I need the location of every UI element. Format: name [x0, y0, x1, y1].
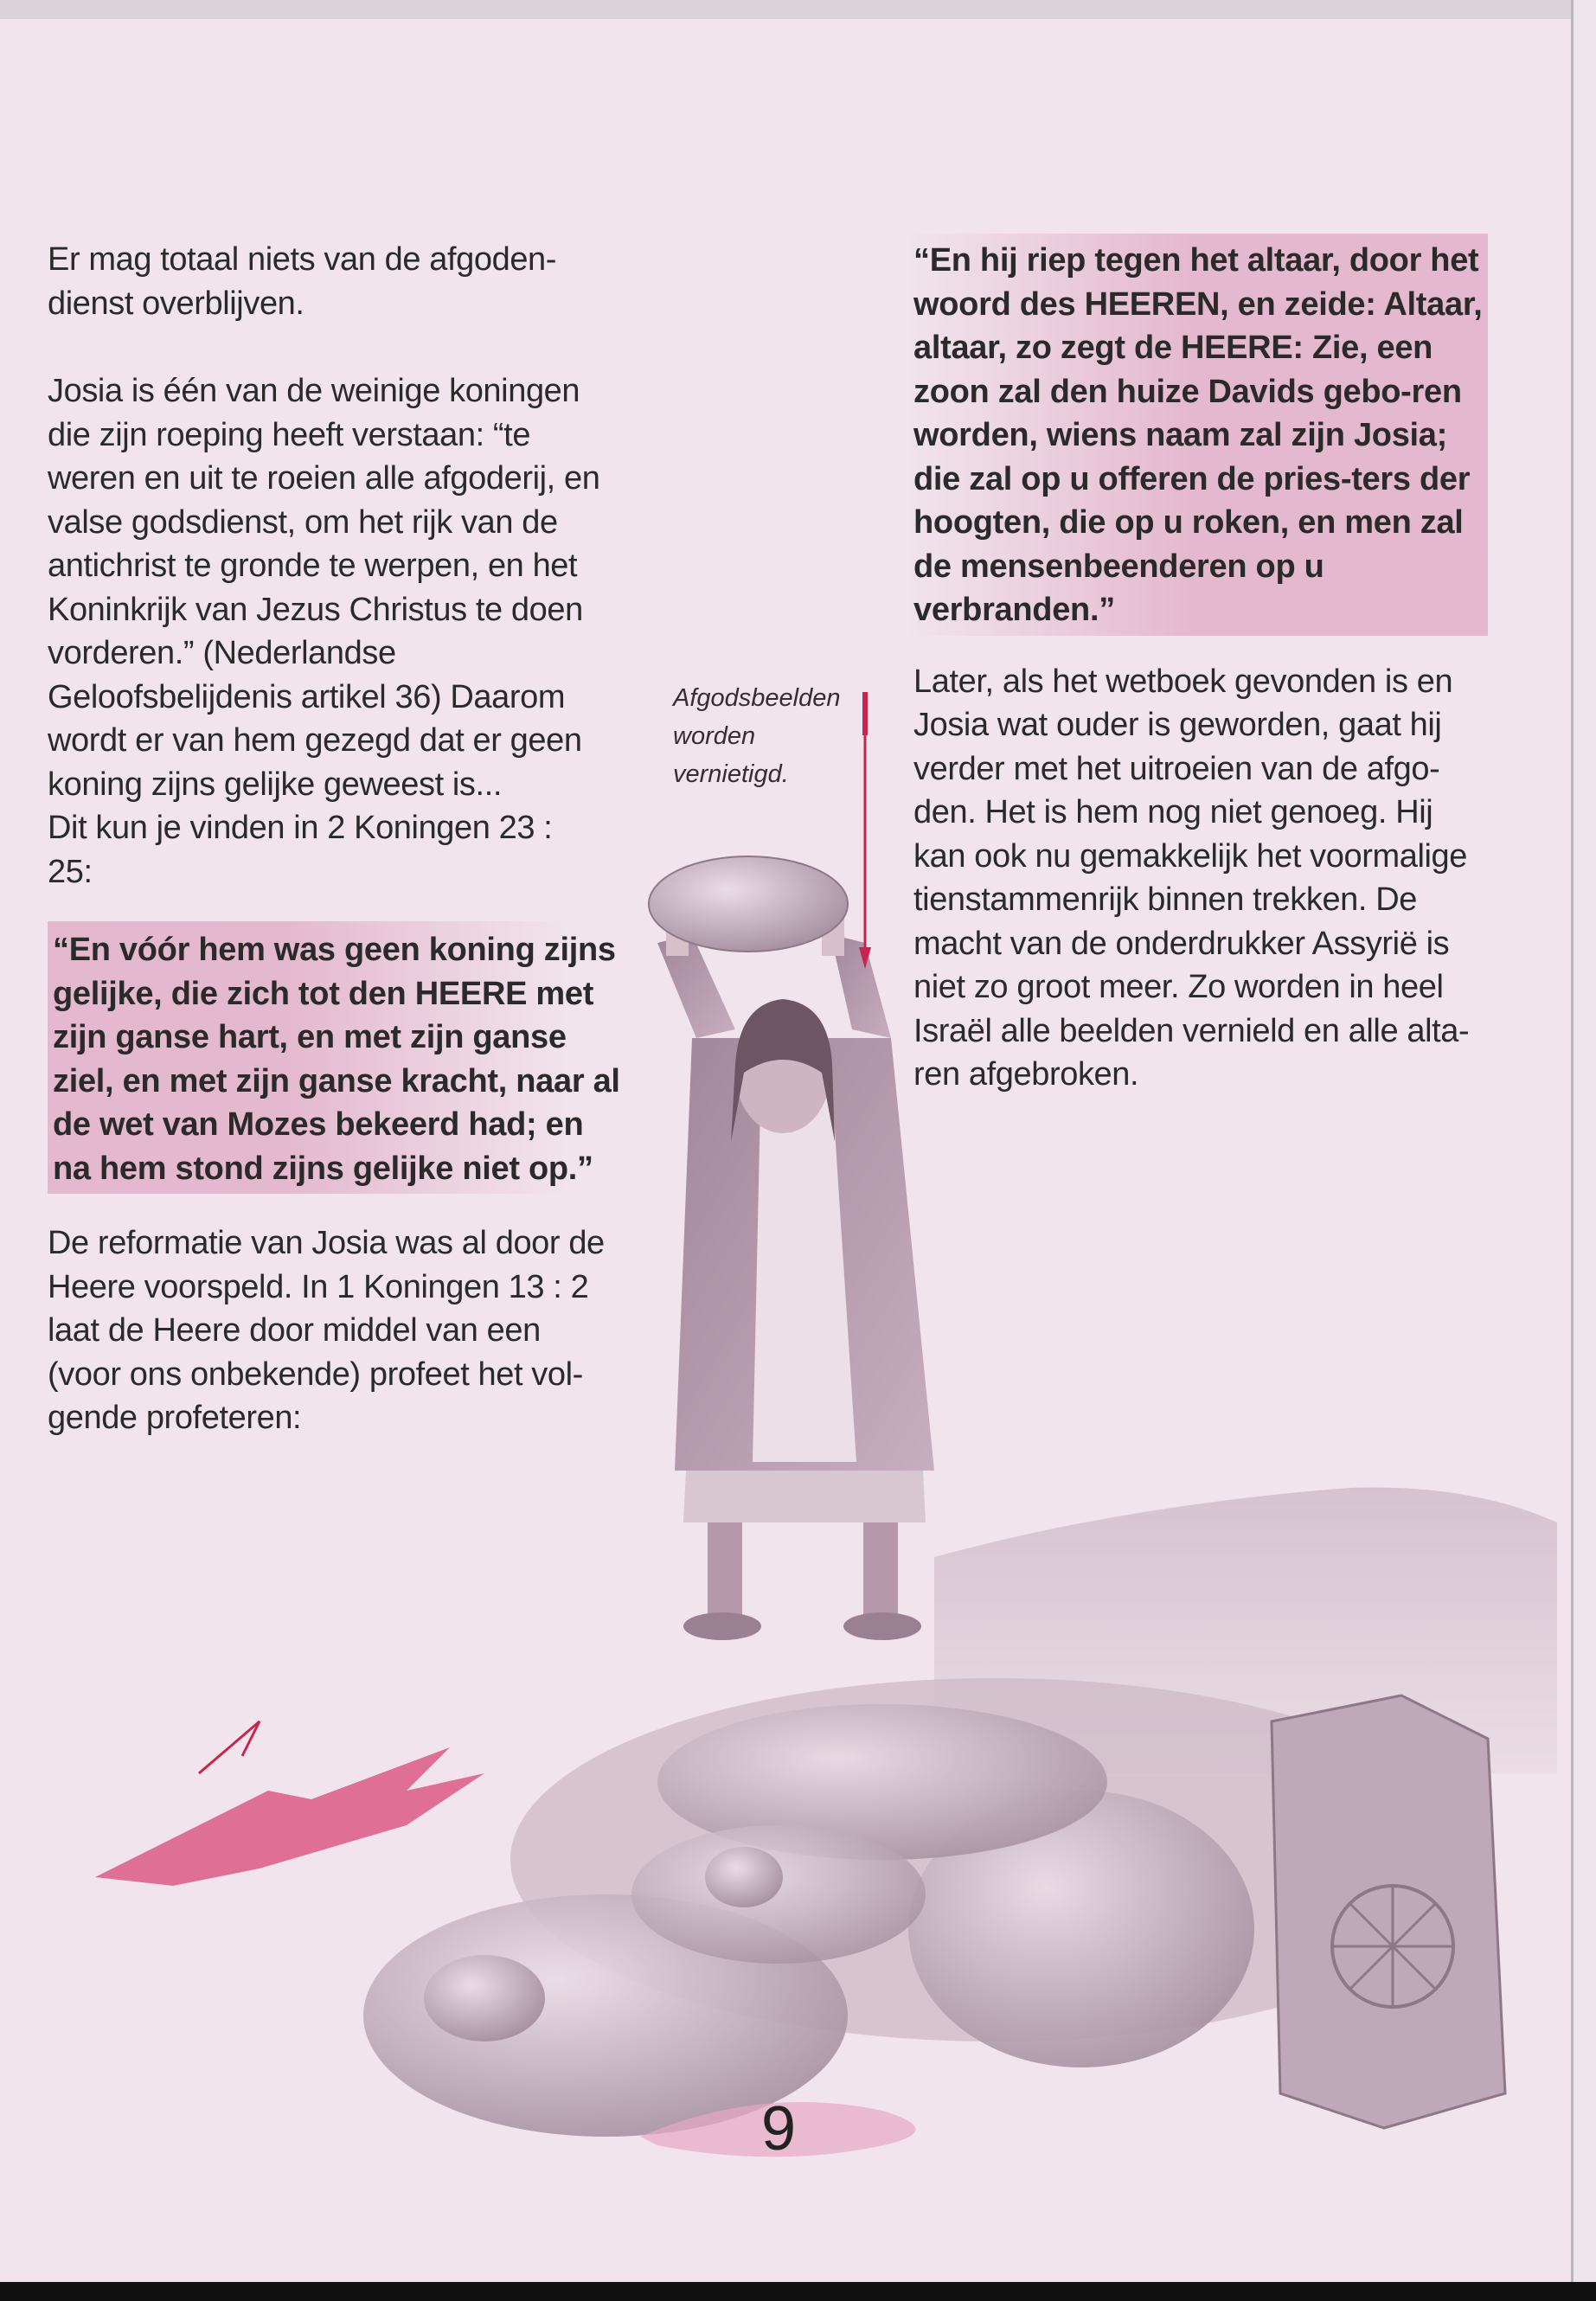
right-para: Later, als het wetboek gevonden is en Josia wat ouder is geworden, gaat hij verder met het uitroeien van de afgo-den. Het is hem nog niet genoeg. Hij kan ook nu gemakkelijk het voormalige tienstammenrijk binnen trekken. De macht van de onderdrukker Assyrië is niet zo groot meer. Zo worden in heel Israël alle beelden vernield en alle alta-ren afgebroken. [913, 663, 1470, 1093]
left-quote: “En vóór hem was geen koning zijns gelijke, die zich tot den HEERE met zijn ganse hart, en met zijn ganse ziel, en met zijn ganse kracht, naar al de wet van Mozes bekeerd had; en na hem stond zijns gelijke niet op.” [48, 921, 628, 1194]
left-para-1: Er mag totaal niets van de afgoden-dienst overblijven. [48, 241, 557, 322]
right-quote: “En hij riep tegen het altaar, door het woord des HEEREN, en zeide: Altaar, altaar, zo zegt de HEERE: Zie, een zoon zal den huize Davids gebo-ren worden, wiens naam zal zijn Josia; die zal op u offeren de pries-ters der hoogten, die op u roken, en men zal de mensenbeenderen op u verbranden.” [907, 234, 1488, 636]
left-para-2: Josia is één van de weinige koningen die zijn roeping heeft verstaan: “te weren en uit te roeien alle afgoderij, en valse godsdienst, om het rijk van de antichrist te gronde te werpen, en het Koninkrijk van Jezus Christus te doen vorderen.” (Nederlandse Geloofsbelijdenis artikel 36) Daarom wordt er van hem gezegd dat er geen koning zijns gelijke geweest is... [48, 373, 600, 803]
page-number: 9 [760, 2094, 797, 2163]
scan-bottom-edge [0, 2282, 1596, 2301]
figure-caption: Afgodsbeelden worden vernietigd. [673, 684, 841, 788]
right-column [907, 234, 1482, 1097]
left-para-2b: Dit kun je vinden in 2 Koningen 23 : 25: [48, 810, 553, 890]
left-para-3: De reformatie van Josia was al door de Heere voorspeld. In 1 Koningen 13 : 2 laat de Heere door middel van een (voor ons onbekende) profeet het vol-gende profeteren: [48, 1225, 605, 1436]
red-arrow-down-icon [859, 692, 871, 969]
left-column [48, 238, 620, 1440]
scan-right-edge [1571, 0, 1596, 2301]
